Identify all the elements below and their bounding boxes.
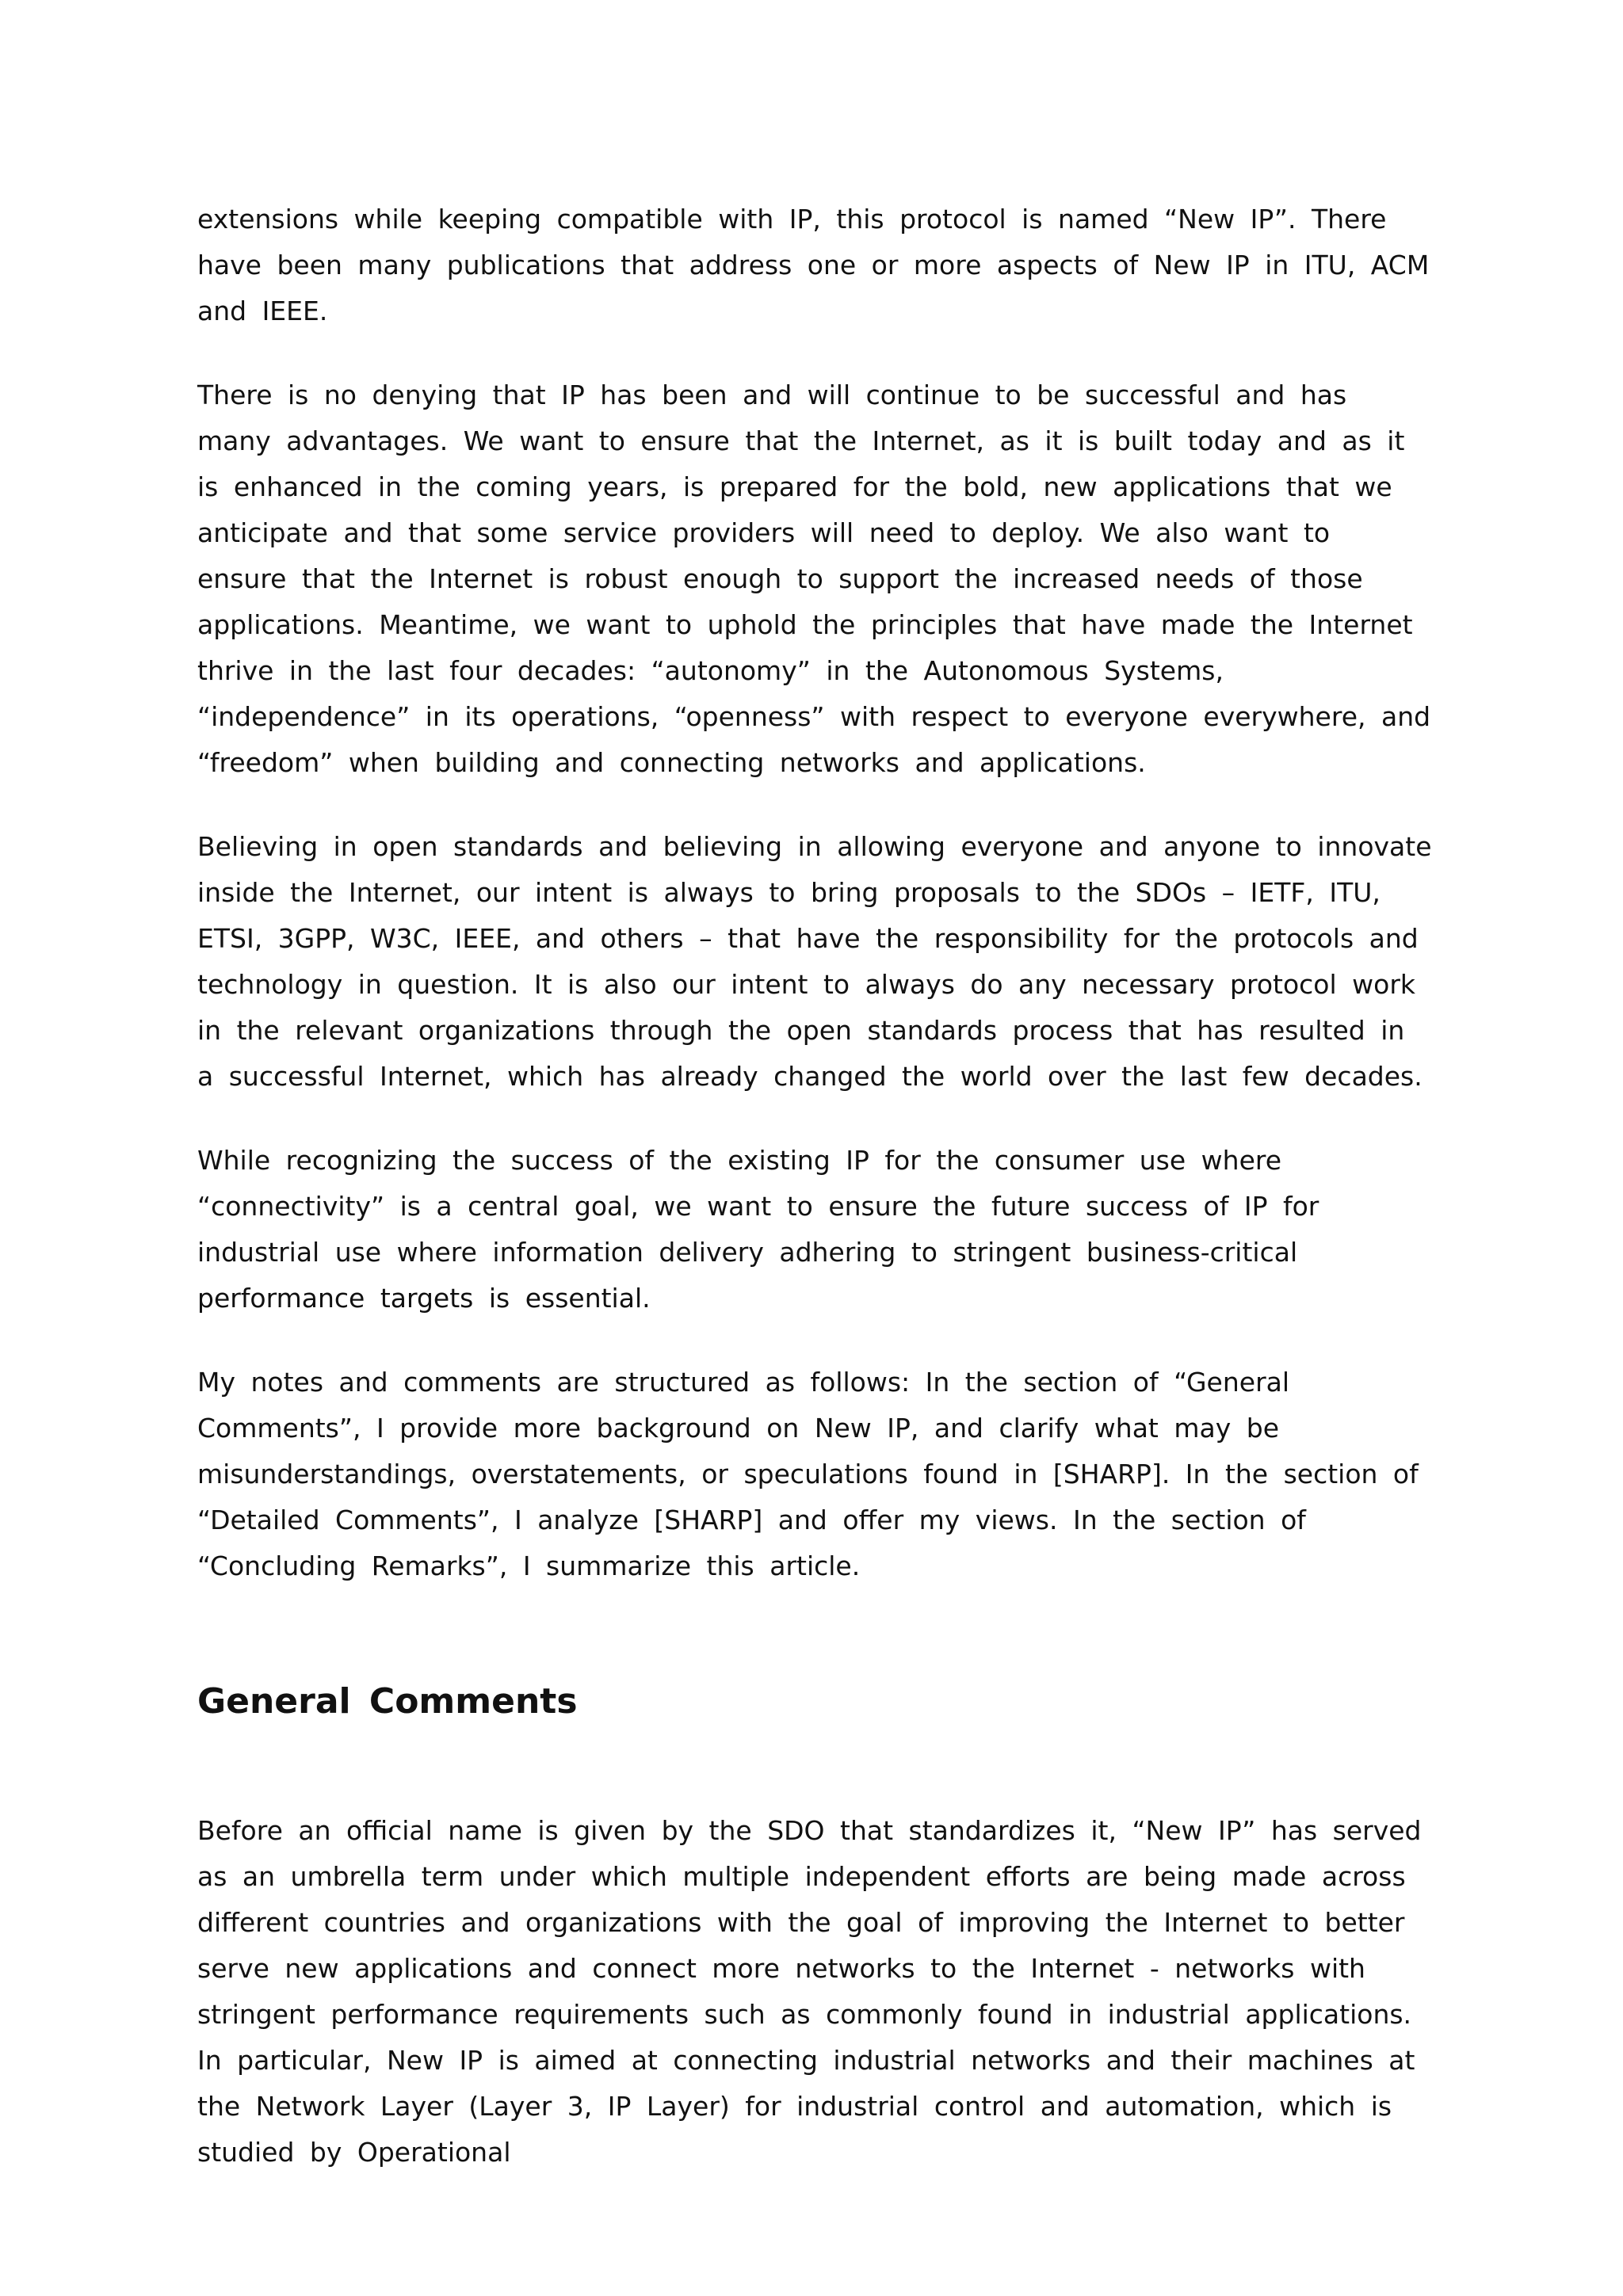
document-page bbox=[197, 196, 1434, 2214]
paragraph-new-ip-umbrella: Before an official name is given by the SDO that standardizes it, “New IP” has served as an umbrella term under which multiple independent efforts are being made across different countries and organizations with the goal of improving the Internet to better serve new applications and connect more networks to the Internet - networks with stringent performance requirements such as commonly found in industrial applications. In particular, New IP is aimed at connecting industrial networks and their machines at the Network Layer (Layer 3, IP Layer) for industrial control and automation, which is studied by Operational bbox=[197, 1815, 1422, 2168]
section-heading-general-comments: General Comments bbox=[197, 1681, 578, 1722]
paragraph-ip-advantages: There is no denying that IP has been and will continue to be successful and has many advantages. We want to ensure that the Internet, as it is built today and as it is enhanced in the coming years, is prepared for the bold, new applications that we anticipate and that some service providers will need to deploy. We also want to ensure that the Internet is robust enough to support the increased needs of those applications. Meantime, we want to uphold the principles that have made the Internet thrive in the last four decades: “autonomy” in the Autonomous Systems, “independence” in its operations, “openness” with respect to everyone everywhere, and “freedom” when building and connecting networks and applications. bbox=[197, 379, 1431, 778]
paragraph-industrial-use: While recognizing the success of the existing IP for the consumer use where “connectivity” is a central goal, we want to ensure the future success of IP for industrial use where information delivery adhering to stringent business-critical performance targets is essential. bbox=[197, 1145, 1319, 1314]
paragraph-new-ip-intro: extensions while keeping compatible with IP, this protocol is named “New IP”. There have been many publications that address one or more aspects of New IP in ITU, ACM and IEEE. bbox=[197, 204, 1430, 326]
paragraph-structure-notes: My notes and comments are structured as follows: In the section of “General Comments”, I provide more background on New IP, and clarify what may be misunderstandings, overstatements, or speculations found in [SHARP]. In the section of “Detailed Comments”, I analyze [SHARP] and offer my views. In the section of “Concluding Remarks”, I summarize this article. bbox=[197, 1367, 1419, 1581]
paragraph-open-standards: Believing in open standards and believing in allowing everyone and anyone to innovate inside the Internet, our intent is always to bring proposals to the SDOs – IETF, ITU, ETSI, 3GPP, W3C, IEEE, and others – that have the responsibility for the protocols and technology in question. It is also our intent to always do any necessary protocol work in the relevant organizations through the open standards process that has resulted in a successful Internet, which has already changed the world over the last few decades. bbox=[197, 831, 1432, 1092]
